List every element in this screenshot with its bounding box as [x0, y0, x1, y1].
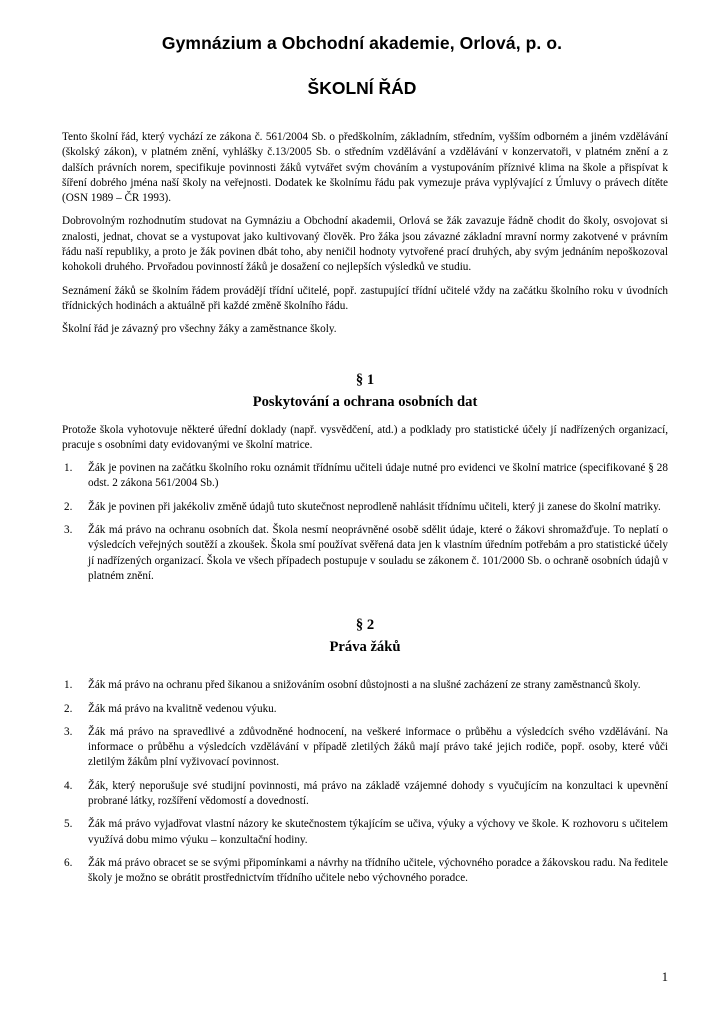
- section-1-title: Poskytování a ochrana osobních dat: [252, 393, 478, 410]
- list-item-text: Žák je povinen na začátku školního roku oznámit třídnímu učiteli údaje nutné pro evidenci ve školní matrice (specifikované § 28 odst. 2 zákona 561/2004 Sb.): [88, 462, 668, 490]
- section-2-list: [62, 678, 668, 886]
- list-item-number: 3.: [64, 725, 73, 738]
- school-name: Gymnázium a Obchodní akademie, Orlová, p. o.: [161, 33, 563, 53]
- intro-paragraph: Dobrovolným rozhodnutím studovat na Gymnáziu a Obchodní akademii, Orlová se žák zavazuje řádně chodit do školy, osvojovat si znalosti, jednat, chovat se a vystupovat jako kultivovaný člověk. Pro žáka jsou závazné základní mravní normy zakotvené v právním řádu naší republiky, a proto je žák povinen dbát toho, aby neničil hodnoty vytvořené prací druhých, aby svým jednáním nepoškozoval kohokoli druhého. Prvořadou povinností žáků je dosažení co nejlepších výsledků ve studiu.: [62, 215, 668, 274]
- document-title: ŠKOLNÍ ŘÁD: [307, 78, 417, 98]
- list-item-text: Žák má právo na ochranu před šikanou a snižováním osobní důstojnosti a na slušné zacházení ze strany zaměstnanců školy.: [88, 679, 641, 692]
- list-item-text: Žák má právo obracet se se svými připomínkami a návrhy na třídního učitele, výchovného poradce a žákovskou radu. Na ředitele školy je možno se obrátit prostřednictvím třídního učitele nebo výchovného poradce.: [88, 856, 668, 885]
- list-item-text: Žák má právo na ochranu osobních dat. Škola nesmí neoprávněné osobě sdělit údaje, které o žákovi shromažďuje. To neplatí o výsledcích veřejných soutěží a zkoušek. Škola smí používat svěřená data jen k vlastním úředním potřebám a pro statistické účely jí nadřízených organizací. Škola ve všech případech postupuje v souladu se zákonem č. 101/2000 Sb. o ochraně osobních údajů v platném znění.: [88, 524, 668, 582]
- list-item: [62, 702, 668, 717]
- section-1-intro: Protože škola vyhotovuje některé úřední doklady (např. vysvědčení, atd.) a podklady pro statistické účely jí nadřízených organizací, pracuje s osobními daty evidovanými ve školní matrice.: [62, 423, 668, 451]
- list-item-text: Žák, který neporušuje své studijní povinnosti, má právo na základě vzájemné dohody s vyučujícím na konzultaci k upevnění probrané látky, rozšíření vědomostí a dovedností.: [88, 779, 668, 808]
- list-item: [62, 523, 668, 584]
- list-item-number: 1.: [64, 462, 73, 475]
- section-2-title: Práva žáků: [329, 639, 401, 656]
- list-item: [62, 779, 668, 810]
- list-item-number: 1.: [64, 679, 73, 692]
- list-item-number: 6.: [64, 856, 73, 869]
- list-item-number: 2.: [64, 702, 73, 715]
- list-item-text: Žák má právo na kvalitně vedenou výuku.: [88, 702, 277, 715]
- list-item-number: 2.: [64, 500, 73, 513]
- list-item: [62, 817, 668, 848]
- list-item-text: Žák má právo vyjadřovat vlastní názory ke skutečnostem týkajícím se učiva, výuky a výchovy ve škole. K rozhovoru s učitelem využívá dobu mimo výuku – konzultační hodiny.: [88, 818, 668, 846]
- document-body: [62, 130, 668, 895]
- section-1-list: [62, 461, 668, 584]
- list-item: [62, 678, 668, 693]
- list-item: [62, 725, 668, 771]
- list-item-text: Žák má právo na spravedlivé a zdůvodněné hodnocení, na veškeré informace o průběhu a výsledcích svého vzdělávání. Na informace o průběhu a výsledcích vzdělávání v případě zletilých žáků mají právo také jejich rodiče, popř. osoby, které vůči zletilým žákům plní vyživovací povinnost.: [88, 725, 668, 769]
- list-item-number: 3.: [64, 524, 73, 537]
- intro-paragraph: Seznámení žáků se školním řádem provádějí třídní učitelé, popř. zastupující třídní učitelé vždy na začátku školního roku v úvodních třídnických hodinách a aktuálně při každé změně školního řádu.: [62, 284, 668, 312]
- list-item-number: 4.: [64, 779, 73, 792]
- list-item-text: Žák je povinen při jakékoliv změně údajů tuto skutečnost neprodleně nahlásit třídnímu učiteli, který ji zanese do školní matriky.: [88, 500, 661, 513]
- list-item: [62, 856, 668, 887]
- list-item-number: 5.: [64, 818, 73, 831]
- intro-paragraph: Školní řád je závazný pro všechny žáky a zaměstnance školy.: [62, 323, 337, 336]
- list-item: [62, 461, 668, 492]
- list-item: [62, 500, 668, 515]
- section-2-number: § 2: [355, 617, 375, 634]
- intro-paragraph: Tento školní řád, který vychází ze zákona č. 561/2004 Sb. o předškolním, základním, středním, vyšším odborném a jiném vzdělávání (školský zákon), v platném znění, vyhlášky č.13/2005 Sb. o středním vzdělávání a vzdělávání v konzervatoři, v platném znění a z dalších právních norem, specifikuje povinnosti žáků vytvářet svým chováním a vystupováním příznivé klima na škole a přispívat k šíření dobrého jména naší školy na veřejnosti. Dodatek ke školnímu řádu pak vymezuje práva vyplývající z Úmluvy o právech dítěte (OSN 1989 – ČR 1993).: [62, 131, 668, 205]
- section-1-number: § 1: [355, 371, 375, 388]
- page-number: 1: [661, 970, 668, 984]
